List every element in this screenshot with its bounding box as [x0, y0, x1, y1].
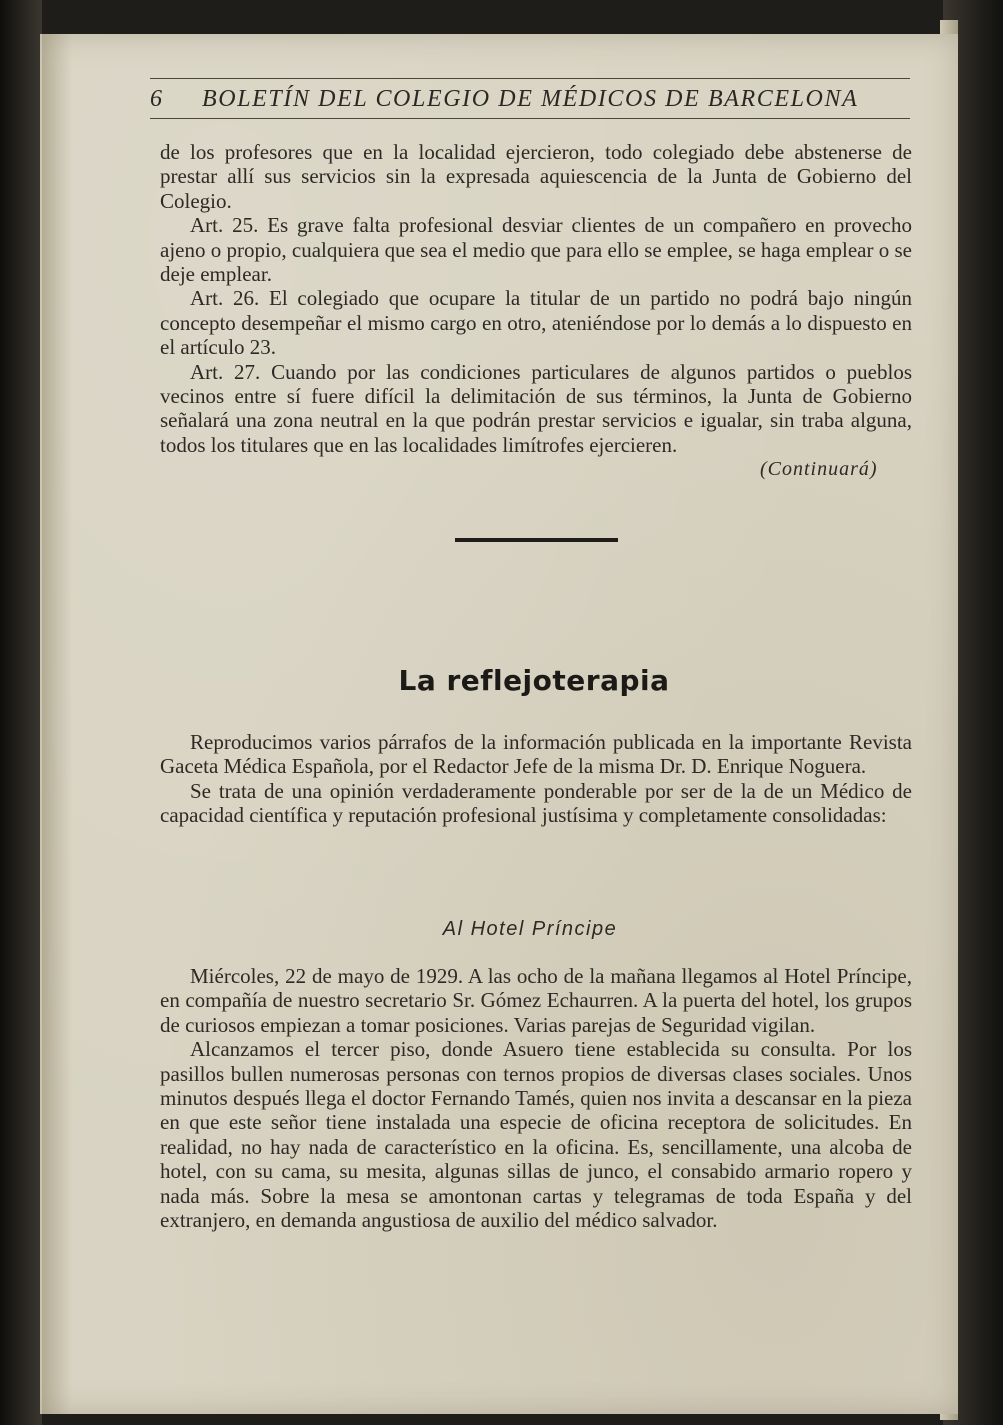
- article-body: [160, 964, 912, 1232]
- section-divider: [455, 538, 618, 542]
- running-head: BOLETÍN DEL COLEGIO DE MÉDICOS DE BARCELONA: [202, 86, 859, 112]
- intro-paragraph: Se trata de una opinión verdaderamente ponderable por ser de la de un Médico de capacidad científica y reputación profesional justísima y completamente consolidadas:: [160, 778, 912, 828]
- header-rule-bottom: [150, 118, 910, 119]
- header-rule-top: [150, 78, 910, 79]
- continued-note: (Continuará): [760, 458, 878, 480]
- paragraph-art-26: Art. 26. El colegiado que ocupare la titular de un partido no podrá bajo ningún concepto desempeñar el mismo cargo en otro, ateniéndose por lo demás a lo dispuesto en el artículo 23.: [160, 286, 912, 360]
- article-intro: [160, 730, 912, 828]
- page-header: [150, 86, 910, 120]
- paragraph: de los profesores que en la localidad ejercieron, todo colegiado debe abstenerse de prestar allí sus servicios sin la expresada aquiescencia de la Junta de Gobierno del Colegio.: [160, 140, 912, 213]
- page-gutter-shadow: [42, 34, 72, 1414]
- scan-background-left: [0, 0, 42, 1425]
- section-continued-text: [160, 140, 912, 457]
- paragraph-art-25: Art. 25. Es grave falta profesional desviar clientes de un compañero en provecho ajeno o propio, cualquiera que sea el medio que para ello se emplee, se haga emplear o se deje emplear.: [160, 213, 912, 287]
- article-subtitle: Al Hotel Príncipe: [442, 918, 618, 940]
- intro-paragraph: Reproducimos varios párrafos de la información publicada en la importante Revista Gaceta Médica Española, por el Redactor Jefe de la misma Dr. D. Enrique Noguera.: [160, 730, 912, 779]
- body-paragraph: Miércoles, 22 de mayo de 1929. A las ocho de la mañana llegamos al Hotel Príncipe, en compañía de nuestro secretario Sr. Gómez Echaurren. A la puerta del hotel, los grupos de curiosos empiezan a tomar posiciones. Varias parejas de Seguridad vigilan.: [160, 964, 912, 1037]
- page-number: 6: [150, 86, 162, 112]
- body-paragraph: Alcanzamos el tercer piso, donde Asuero tiene establecida su consulta. Por los pasillos bullen numerosas personas con ternos propios de diversas clases sociales. Unos minutos después llega el doctor Fernando Tamés, quien nos invita a descansar en la pieza en que este señor tiene instalada una especie de oficina receptora de solicitudes. En realidad, no hay nada de característico en la oficina. Es, sencillamente, una alcoba de hotel, con su cama, su mesita, algunas sillas de junco, el consabido armario ropero y nada más. Sobre la mesa se amontonan cartas y telegramas de toda España y del extranjero, en demanda angustiosa de auxilio del médico salvador.: [160, 1037, 912, 1233]
- paragraph-art-27: Art. 27. Cuando por las condiciones particulares de algunos partidos o pueblos vecinos entre sí fuere difícil la delimitación de sus términos, la Junta de Gobierno señalará una zona neutral en la que podrán prestar servicios e igualar, sin traba alguna, todos los titulares que en las localidades limítrofes ejercieren.: [160, 359, 912, 457]
- article-title: La reflejoterapia: [398, 664, 670, 697]
